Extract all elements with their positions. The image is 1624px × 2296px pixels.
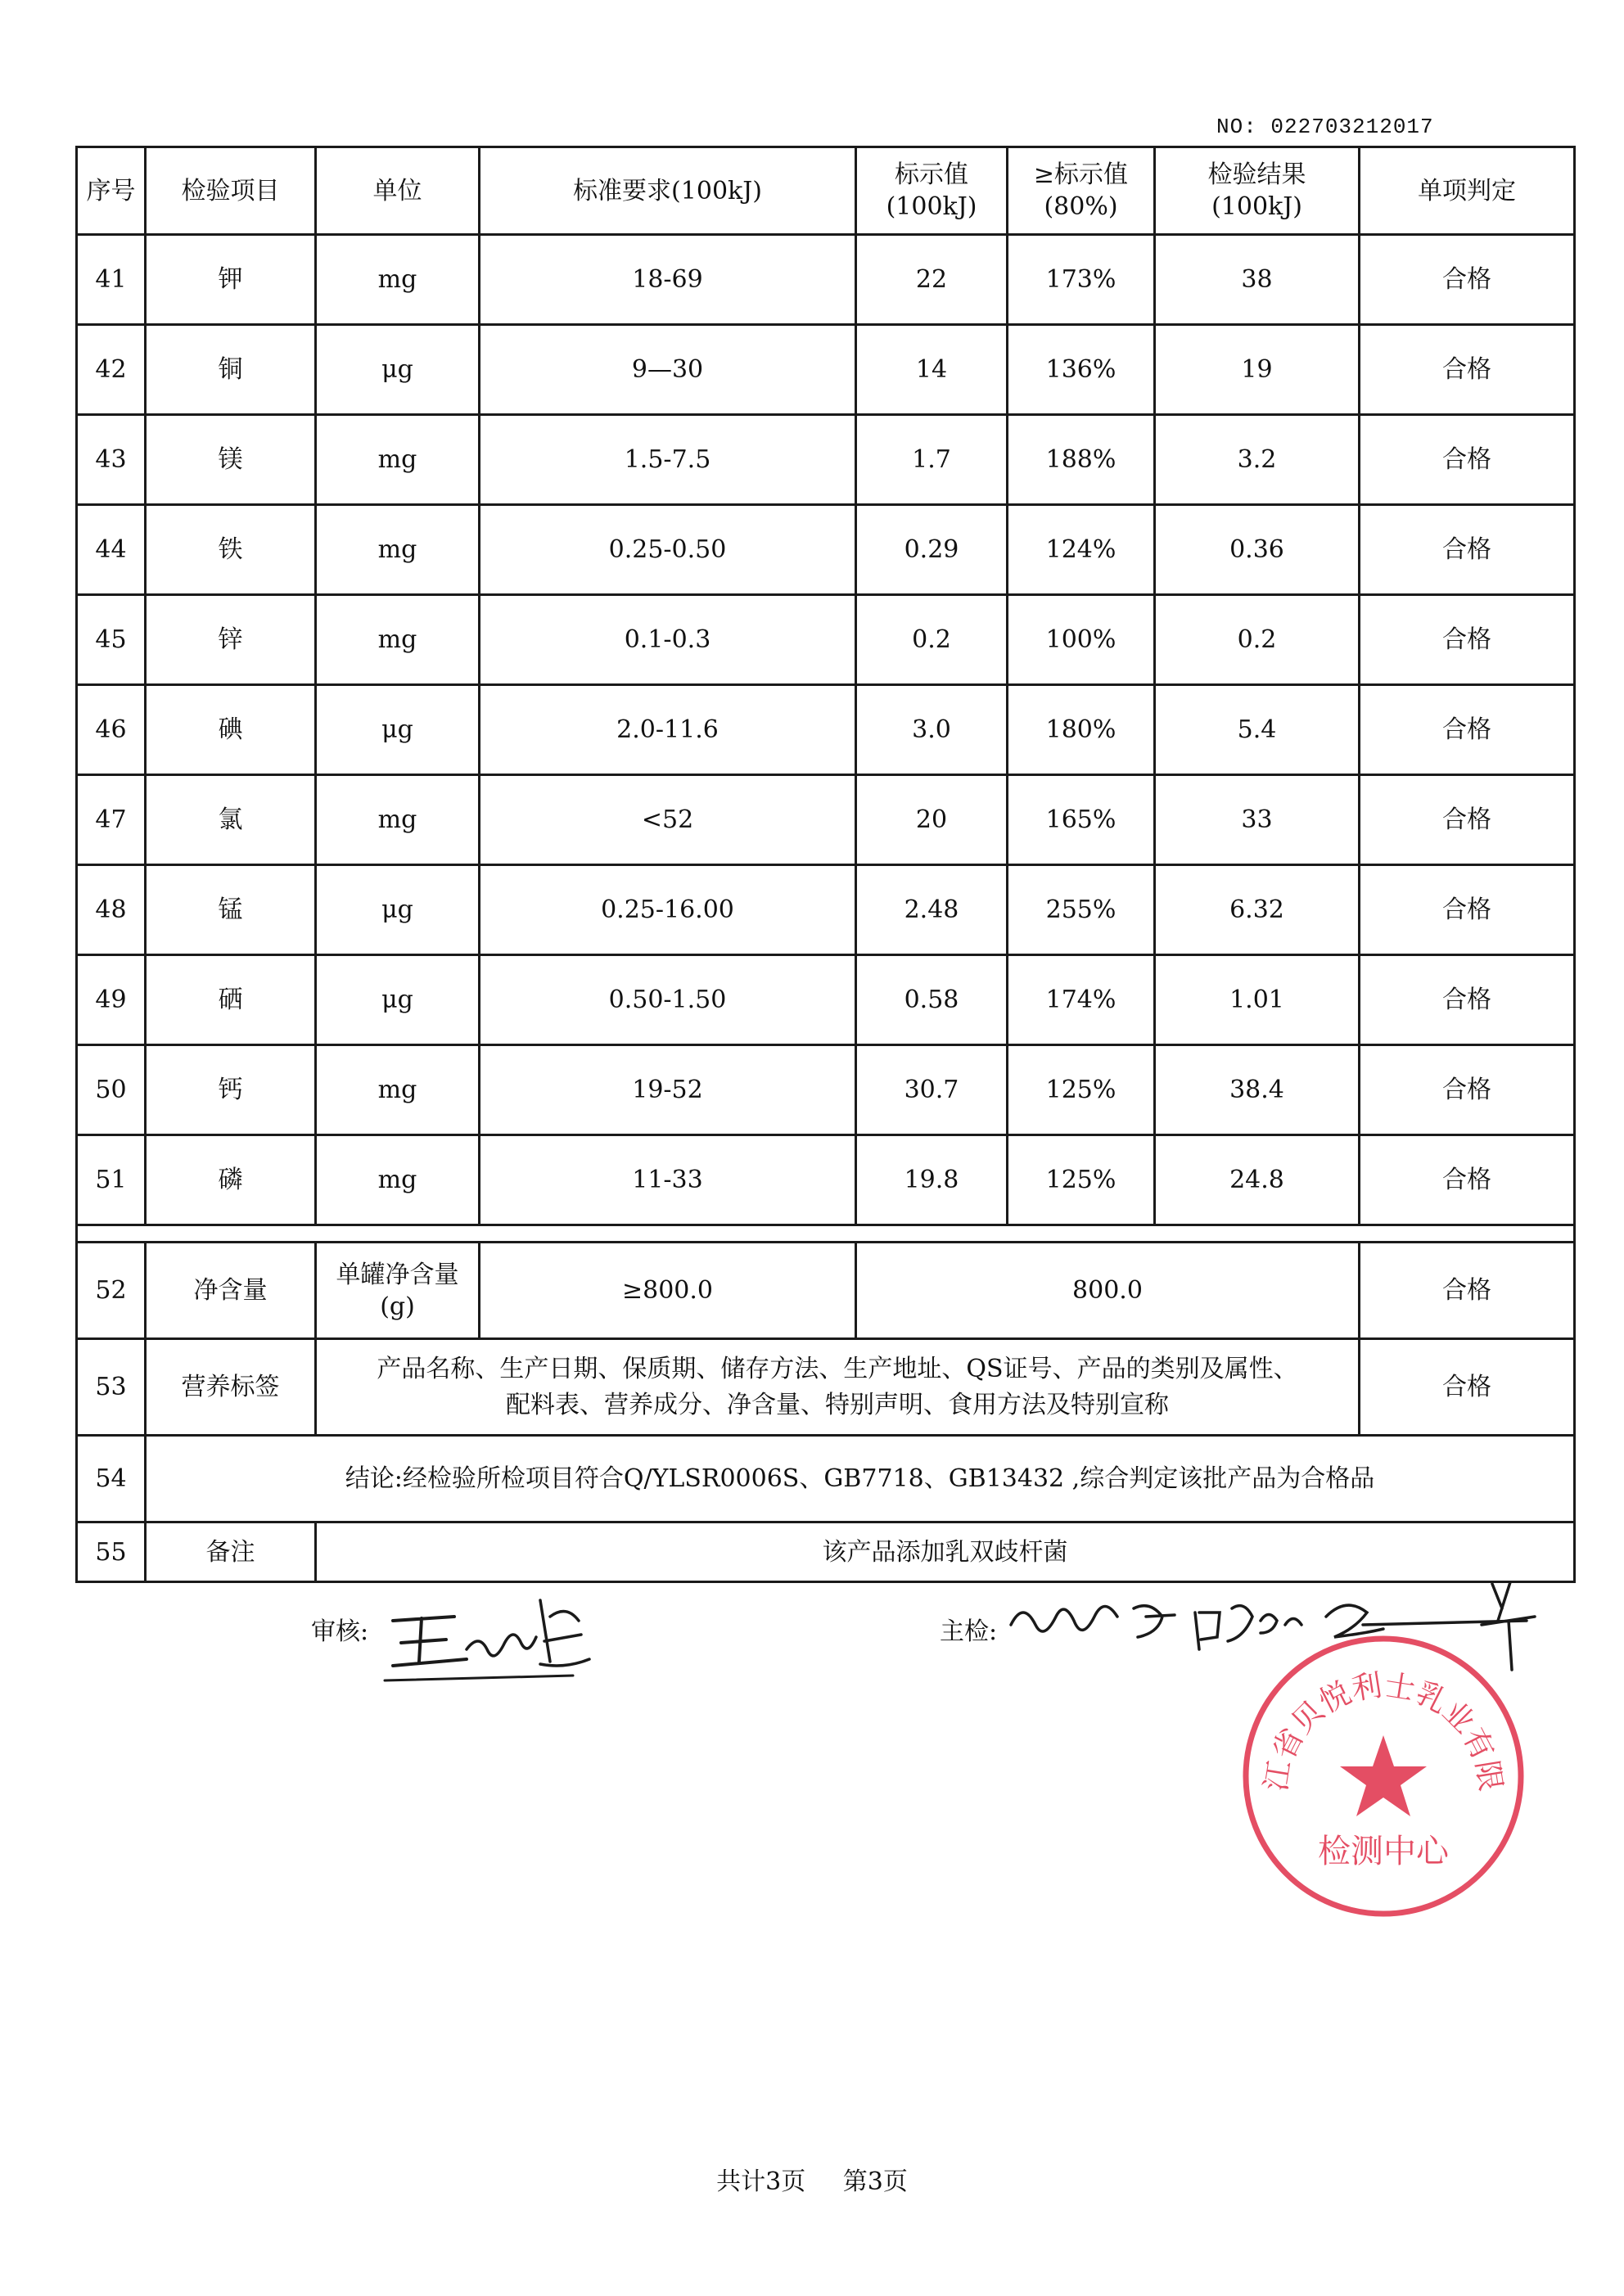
report-number: NO: 022703212017 [1216, 115, 1434, 139]
table-row [77, 235, 1575, 325]
table-row [77, 955, 1575, 1045]
cell-no: 49 [77, 955, 146, 1045]
cell-verdict: 合格 [1360, 595, 1575, 685]
reviewer-signature [377, 1584, 598, 1690]
cell-result: 38.4 [1155, 1045, 1360, 1135]
cell-item: 碘 [146, 685, 316, 775]
cell-unit: μg [316, 325, 480, 415]
row55-no: 55 [77, 1522, 146, 1582]
cell-no: 41 [77, 235, 146, 325]
cell-unit: μg [316, 685, 480, 775]
cell-verdict: 合格 [1360, 1045, 1575, 1135]
cell-verdict: 合格 [1360, 955, 1575, 1045]
cell-percent: 165% [1008, 775, 1155, 865]
conclusion-text: 结论:经检验所检项目符合Q/YLSR0006S、GB7718、GB13432 ,综合判定该批产品为合格品 [146, 1436, 1575, 1522]
cell-label-value: 1.7 [856, 415, 1008, 505]
cell-no: 42 [77, 325, 146, 415]
cell-no: 50 [77, 1045, 146, 1135]
cell-result: 3.2 [1155, 415, 1360, 505]
cell-standard: 0.25-0.50 [480, 505, 856, 595]
seal-star-icon [1340, 1735, 1427, 1816]
cell-result: 5.4 [1155, 685, 1360, 775]
cell-percent: 125% [1008, 1135, 1155, 1225]
cell-no: 45 [77, 595, 146, 685]
cell-item: 镁 [146, 415, 316, 505]
cell-percent: 188% [1008, 415, 1155, 505]
cell-standard: 11-33 [480, 1135, 856, 1225]
cell-unit: mg [316, 505, 480, 595]
cell-unit: mg [316, 235, 480, 325]
cell-standard: 9—30 [480, 325, 856, 415]
table-row [77, 415, 1575, 505]
table-row [77, 505, 1575, 595]
cell-percent: 125% [1008, 1045, 1155, 1135]
remarks-text: 该产品添加乳双歧杆菌 [316, 1522, 1575, 1582]
row55-item: 备注 [146, 1522, 316, 1582]
cell-unit: μg [316, 955, 480, 1045]
cell-unit: mg [316, 1135, 480, 1225]
cell-label-value: 3.0 [856, 685, 1008, 775]
cell-item: 磷 [146, 1135, 316, 1225]
header-standard: 标准要求(100kJ) [480, 147, 856, 235]
table-row [77, 685, 1575, 775]
cell-label-value: 30.7 [856, 1045, 1008, 1135]
cell-percent: 180% [1008, 685, 1155, 775]
cell-no: 44 [77, 505, 146, 595]
cell-standard: 2.0-11.6 [480, 685, 856, 775]
cell-verdict: 合格 [1360, 415, 1575, 505]
cell-item: 锰 [146, 865, 316, 955]
cell-percent: 100% [1008, 595, 1155, 685]
cell-unit: mg [316, 415, 480, 505]
table-row [77, 1135, 1575, 1225]
cell-result: 0.36 [1155, 505, 1360, 595]
cell-verdict: 合格 [1360, 775, 1575, 865]
cell-unit: μg [316, 865, 480, 955]
cell-standard: 1.5-7.5 [480, 415, 856, 505]
cell-standard: 18-69 [480, 235, 856, 325]
test-item-rows [77, 235, 1575, 1225]
cell-percent: 173% [1008, 235, 1155, 325]
inspector-label: 主检: [940, 1617, 998, 1646]
table-row [77, 595, 1575, 685]
cell-label-value: 0.58 [856, 955, 1008, 1045]
header-result: 检验结果 (100kJ) [1155, 147, 1360, 235]
cell-standard: 0.50-1.50 [480, 955, 856, 1045]
reviewer-label: 审核: [311, 1617, 369, 1646]
header-item: 检验项目 [146, 147, 316, 235]
row52-item: 净含量 [146, 1243, 316, 1339]
cell-label-value: 0.2 [856, 595, 1008, 685]
seal-dept-text: 检测中心 [1318, 1833, 1449, 1870]
cell-item: 钙 [146, 1045, 316, 1135]
cell-label-value: 20 [856, 775, 1008, 865]
cell-standard: 0.1-0.3 [480, 595, 856, 685]
cell-item: 钾 [146, 235, 316, 325]
cell-result: 0.2 [1155, 595, 1360, 685]
cell-no: 43 [77, 415, 146, 505]
inspection-table [75, 146, 1576, 1583]
cell-label-value: 0.29 [856, 505, 1008, 595]
table-row-conclusion [77, 1436, 1575, 1522]
row52-standard: ≥800.0 [480, 1243, 856, 1339]
cell-item: 铜 [146, 325, 316, 415]
table-row [77, 325, 1575, 415]
cell-result: 24.8 [1155, 1135, 1360, 1225]
cell-label-value: 22 [856, 235, 1008, 325]
cell-result: 6.32 [1155, 865, 1360, 955]
cell-verdict: 合格 [1360, 685, 1575, 775]
cell-unit: mg [316, 1045, 480, 1135]
cell-percent: 255% [1008, 865, 1155, 955]
cell-label-value: 19.8 [856, 1135, 1008, 1225]
table-row-remarks [77, 1522, 1575, 1582]
table-separator [77, 1225, 1575, 1243]
row53-verdict: 合格 [1360, 1339, 1575, 1436]
cell-standard: 19-52 [480, 1045, 856, 1135]
row53-no: 53 [77, 1339, 146, 1436]
table-row [77, 865, 1575, 955]
row52-verdict: 合格 [1360, 1243, 1575, 1339]
cell-verdict: 合格 [1360, 865, 1575, 955]
page-current: 第3页 [842, 2167, 908, 2196]
cell-item: 氯 [146, 775, 316, 865]
row53-item: 营养标签 [146, 1339, 316, 1436]
cell-item: 锌 [146, 595, 316, 685]
row52-no: 52 [77, 1243, 146, 1339]
cell-label-value: 14 [856, 325, 1008, 415]
cell-verdict: 合格 [1360, 505, 1575, 595]
cell-result: 33 [1155, 775, 1360, 865]
header-percent-label: ≥标示值 (80%) [1008, 147, 1155, 235]
cell-verdict: 合格 [1360, 235, 1575, 325]
table-row [77, 775, 1575, 865]
header-unit: 单位 [316, 147, 480, 235]
cell-unit: mg [316, 775, 480, 865]
table-header-row [77, 147, 1575, 235]
cell-standard: 0.25-16.00 [480, 865, 856, 955]
header-seq: 序号 [77, 147, 146, 235]
row53-text: 产品名称、生产日期、保质期、储存方法、生产地址、QS证号、产品的类别及属性、 配料表、营养成分、净含量、特别声明、食用方法及特别宣称 [316, 1339, 1360, 1436]
cell-item: 硒 [146, 955, 316, 1045]
page-footer [0, 2161, 1624, 2197]
table-row [77, 1045, 1575, 1135]
table-row-net-content [77, 1243, 1575, 1339]
cell-result: 38 [1155, 235, 1360, 325]
table-row-nutrition-label [77, 1339, 1575, 1436]
cell-standard: <52 [480, 775, 856, 865]
cell-no: 46 [77, 685, 146, 775]
cell-no: 51 [77, 1135, 146, 1225]
row52-unit: 单罐净含量 (g) [316, 1243, 480, 1339]
cell-unit: mg [316, 595, 480, 685]
header-verdict: 单项判定 [1360, 147, 1575, 235]
cell-result: 1.01 [1155, 955, 1360, 1045]
cell-result: 19 [1155, 325, 1360, 415]
cell-label-value: 2.48 [856, 865, 1008, 955]
cell-no: 47 [77, 775, 146, 865]
company-seal [1220, 1601, 1531, 1924]
seal-org-text: 黑龙江省贝悦利士乳业有限公司 [1220, 1601, 1509, 1794]
row54-no: 54 [77, 1436, 146, 1522]
cell-percent: 136% [1008, 325, 1155, 415]
cell-percent: 124% [1008, 505, 1155, 595]
cell-item: 铁 [146, 505, 316, 595]
header-label-value: 标示值 (100kJ) [856, 147, 1008, 235]
cell-verdict: 合格 [1360, 1135, 1575, 1225]
cell-percent: 174% [1008, 955, 1155, 1045]
cell-verdict: 合格 [1360, 325, 1575, 415]
cell-no: 48 [77, 865, 146, 955]
page-total: 共计3页 [716, 2167, 806, 2196]
row52-result: 800.0 [856, 1243, 1360, 1339]
